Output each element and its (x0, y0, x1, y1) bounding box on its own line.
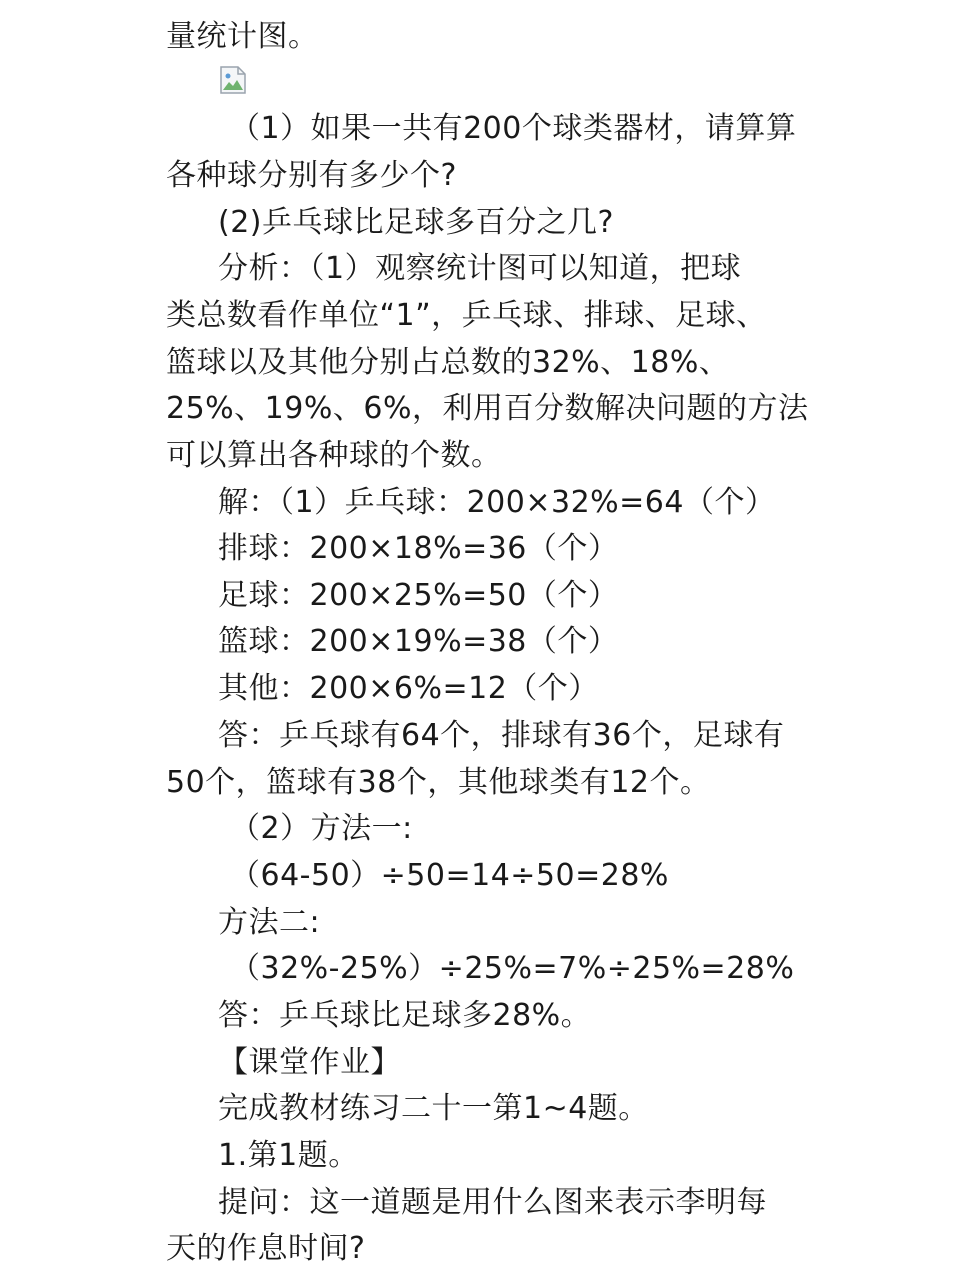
text-line: 其他：200×6%=12（个） (218, 671, 599, 706)
text-line: 1.第1题。 (218, 1138, 359, 1173)
text-line: 方法二: (218, 905, 321, 940)
text-line: （32%-25%）÷25%=7%÷25%=28% (230, 951, 795, 986)
text-line: 各种球分别有多少个? (166, 158, 457, 193)
text-line: 解：（1）乒乓球：200×32%=64（个） (218, 485, 776, 520)
text-line: (2)乒乓球比足球多百分之几? (218, 205, 614, 240)
text-line: （64-50）÷50=14÷50=28% (230, 858, 669, 893)
text-line: 50个，篮球有38个，其他球类有12个。 (166, 765, 711, 800)
text-line: 答：乒乓球有64个，排球有36个，足球有 (218, 718, 785, 753)
text-line: 量统计图。 (166, 19, 319, 54)
text-line: 提问：这一道题是用什么图来表示李明每 (218, 1185, 767, 1220)
text-line: 篮球以及其他分别占总数的32%、18%、 (166, 345, 730, 380)
text-line: （1）如果一共有200个球类器材，请算算 (230, 111, 797, 146)
text-line: 可以算出各种球的个数。 (166, 438, 502, 473)
text-line: 类总数看作单位“1”，乒乓球、排球、足球、 (166, 298, 767, 333)
text-line: 篮球：200×19%=38（个） (218, 624, 619, 659)
text-line: 答：乒乓球比足球多28%。 (218, 998, 592, 1033)
text-line: 分析：（1）观察统计图可以知道，把球 (218, 251, 742, 286)
text-line: 足球：200×25%=50（个） (218, 578, 619, 613)
text-line: 完成教材练习二十一第1~4题。 (218, 1091, 649, 1126)
broken-image-icon (218, 65, 248, 95)
text-line: 【课堂作业】 (218, 1045, 401, 1080)
text-line: 25%、19%、6%，利用百分数解决问题的方法 (166, 391, 809, 426)
text-line: （2）方法一: (230, 811, 413, 846)
text-line: 天的作息时间? (166, 1231, 366, 1266)
text-line: 排球：200×18%=36（个） (218, 531, 619, 566)
